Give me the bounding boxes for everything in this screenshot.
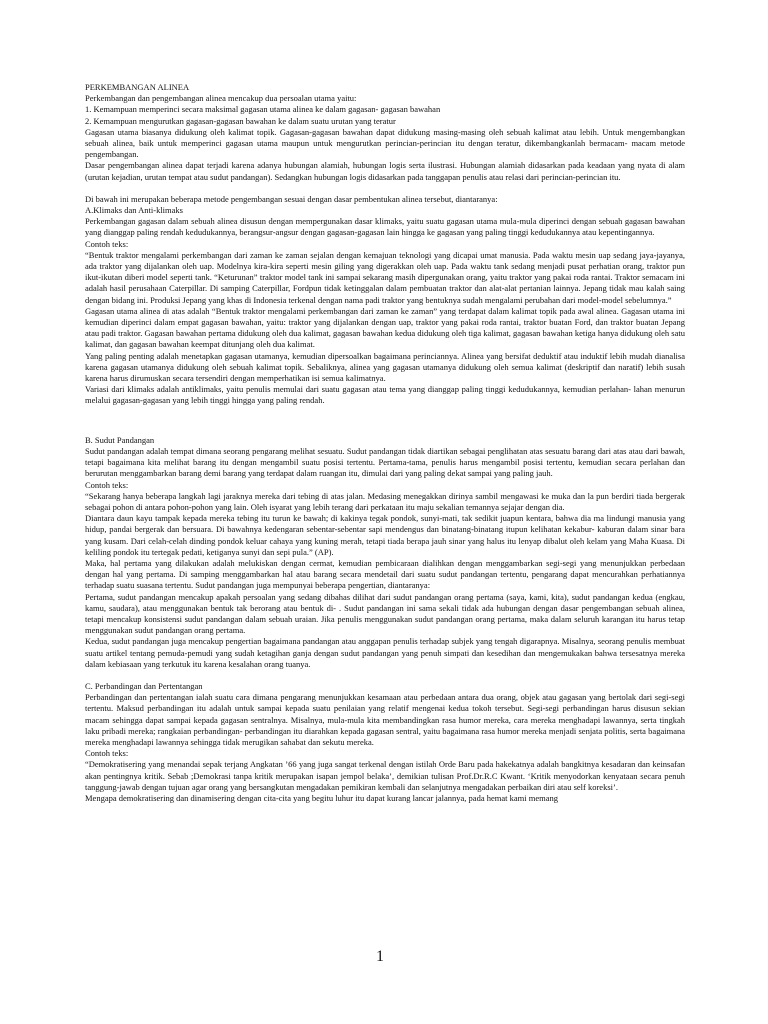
intro-point-2: 2. Kemampuan mengurutkan gagasan-gagasan bawahan ke dalam suatu urutan yang teratur xyxy=(85,115,396,126)
section-c-paragraph: Mengapa demokratisering dan dinamisering dengan cita-cita yang begitu luhur itu dapat kurang lancar jalannya, pada hemat kami memang xyxy=(85,792,558,803)
intro-paragraph: Gagasan utama biasanya didukung oleh kalimat topik. Gagasan-gagasan bawahan dapat didukung masing-masing oleh sebuah kalimat atau lebih. Untuk mengembangkan sebuah alinea, baik untuk memperinci gagasan utama maupun untuk mengurutkan perincian-perincian itu dengan teratur, dikembangkanlah bermacam- macam metode pengembangan. xyxy=(85,126,685,160)
example-text: “Sekarang hanya beberapa langkah lagi jaraknya mereka dari tebing di atas jalan. Medasing menegakkan dirinya sambil mengawasi ke muka dan la pun berdiri tiada bergerak sebagai pohon di antara pohon-pohon yang lain. Oleh isyarat yang lebih terang dari perkataan itu maju sekalian temannya sejajar dengan dia. xyxy=(85,490,685,512)
section-a-paragraph: Gagasan utama alinea di atas adalah “Bentuk traktor mengalami perkembangan dari zaman ke zaman” yang terdapat dalam kalimat topik pada awal alinea. Gagasan utama ini kemudian diperinci dalam empat gagasan bawahan, yaitu: traktor yang dijalankan dengan uap, traktor yang pakai roda rantai, traktor buatan Ford, dan traktor buatan Jepang atau padi traktor. Gagasan bawahan pertama didukung oleh dua kalimat, gagasan bawahan kedua didukung oleh tiga kalimat, gagasan bawahan ketiga hanya didukung oleh satu kalimat, dan gagasan bawahan keempat ditunjang oleh dua kalimat. xyxy=(85,305,685,350)
section-a-heading: A.Klimaks dan Anti-klimaks xyxy=(85,205,183,216)
section-b-paragraph: Maka, hal pertama yang dilakukan adalah melukiskan dengan cermat, kemudian pembicaraan dialihkan dengan menggambarkan segi-segi yang menunjukkan perbedaan dengan hal yang pertama. Di samping menggambarkan hal atau barang secara mendetail dari suatu sudut pandangan tertentu, pengarang dapat mencurahkan perhatiannya terhadap suatu suasana tertentu. Sudut pandangan juga mempunyai beberapa pengertian, diantaranya: xyxy=(85,557,685,591)
section-b-heading: B. Sudut Pandangan xyxy=(85,434,155,445)
section-b-paragraph: Pertama, sudut pandangan mencakup apakah persoalan yang sedang dibahas dilihat dari sudut pandangan orang pertama (saya, kami, kita), sudut pandangan kedua (engkau, kamu, saudara), atau menggunakan bentuk tak berorang atau bentuk di- . Sudut pandangan ini sama sekali tidak ada hubungan dengan dasar pengembangan sebuah alinea, tetapi mencakup konsistensi sudut pandangan dalam sebuah uraian. Jika penulis menggunakan sudut pandangan orang pertama, maka dalam seluruh karangan itu harus tetap menggunakan sudut pandangan orang pertama. xyxy=(85,591,685,636)
section-c-heading: C. Perbandingan dan Pertentangan xyxy=(85,680,203,691)
section-a-paragraph: Yang paling penting adalah menetapkan gagasan utamanya, kemudian dipersoalkan bagaimana perinciannya. Alinea yang bersifat deduktif atau induktif lebih mudah dianalisa karena gagasan utamanya didukung oleh sebuah kalimat topik. Sebaliknya, alinea yang gagasan utamanya didukung oleh semua kalimat (deskriptif dan naratif) lebih susah karena harus dirumuskan secara tersendiri dengan memperhatikan isi semua kalimatnya. xyxy=(85,350,685,384)
intro-paragraph: Dasar pengembangan alinea dapat terjadi karena adanya hubungan alamiah, hubungan logis serta ilustrasi. Hubungan alamiah didasarkan pada keadaan yang nyata di alam (urutan kejadian, urutan tempat atau sudut pandangan). Sedangkan hubungan logis didasarkan pada tanggapan penulis atau relasi dari perincian-perincian itu. xyxy=(85,160,685,182)
section-c-paragraph: Perbandingan dan pertentangan ialah suatu cara dimana pengarang menunjukkan kesamaan atau perbedaan antara dua orang, objek atau gagasan yang bertolak dari segi-segi tertentu. Maksud perbandingan itu adalah untuk sampai kepada suatu penilaian yang relatif mengenai kedua tokoh tersebut. Segi-segi perbandingan harus disusun sekian macam sehingga dapat sampai kepada gagasan sentralnya. Misalnya, mula-mula kita membandingkan rasa humor mereka, cara mereka menghadapi lawannya, serta tingkah laku pribadi mereka; rangkaian perbandingan- perbandingan itu diarahkan kepada gagasan sentral, yaitu bagaimana rasa humor mereka menjadi senjata politis, serta bagaimana mereka menghadapi lawannya sehingga tidak merugikan sahabat dan sekutu mereka. xyxy=(85,692,685,747)
document-page xyxy=(85,82,685,804)
section-b-paragraph: Kedua, sudut pandangan juga mencakup pengertian bagaimana pandangan atau anggapan penulis terhadap subjek yang tengah digarapnya. Misalnya, seorang penulis membuat suatu artikel tentang pemuda-pemudi yang sudah ketagihan ganja dengan sudut pandangan yang penuh simpati dan kesedihan dan mengemukakan bahwa tersesatnya mereka dalam kebiasaan yang terkutuk itu karena kesalahan orang tuanya. xyxy=(85,636,685,669)
example-label: Contoh teks: xyxy=(85,479,129,490)
section-b-paragraph: Sudut pandangan adalah tempat dimana seorang pengarang melihat sesuatu. Sudut pandangan tidak diartikan sebagai penglihatan atas sesuatu barang dari atas atau dari bawah, tetapi bagaimana kita melihat barang itu dengan mengambil suatu posisi tertentu. Pertama-tama, penulis harus mengambil posisi tertentu, kemudian secara perlahan dan berurutan menggambarkan barang demi barang yang terdapat dalam ruangan itu, dimulai dari yang paling dekat sampai yang paling jauh. xyxy=(85,445,685,479)
methods-intro: Di bawah ini merupakan beberapa metode pengembangan sesuai dengan dasar pembentukan alinea tersebut, diantaranya: xyxy=(85,193,498,204)
document-title: PERKEMBANGAN ALINEA xyxy=(85,82,190,92)
example-text: “Bentuk traktor mengalami perkembangan dari zaman ke zaman sejalan dengan kemajuan teknologi yang dicapai umat manusia. Pada waktu mesin uap sedang jaya-jayanya, ada traktor yang dijalankan oleh uap. Modelnya kira-kira seperti mesin giling yang digerakkan oleh uap. Pada waktu tank sedang menjadi pusat perhatian orang, traktor pun ikut-ikutan diberi model seperti tank. “Keturunan” traktor model tank ini sampai sekarang masih dipergunakan orang, yaitu traktor yang pakai roda rantai. Traktor semacam ini adalah hasil perusahaan Caterpillar. Di samping Caterpillar, Fordpun tidak ketinggalan dalam pembuatan traktor dan alat-alat pertanian lainnya. Jepang tidak mau kalah saing dengan bidang ini. Produksi Jepang yang khas di Indonesia terkenal dengan nama padi traktor yang bentuknya sudah mengalami perubahan dari model-model sebelumnya.” xyxy=(85,249,685,305)
example-label: Contoh teks: xyxy=(85,748,129,759)
intro-line: Perkembangan dan pengembangan alinea mencakup dua persoalan utama yaitu: xyxy=(85,93,357,104)
section-a-paragraph: Variasi dari klimaks adalah antiklimaks, yaitu penulis memulai dari suatu gagasan atau tema yang dianggap paling tinggi kedudukannya, kemudian perlahan- lahan menurun melalui gagasan-gagasan yang lebih tinggi hingga yang paling rendah. xyxy=(85,384,685,406)
example-text: Diantara daun kayu tampak kepada mereka tebing itu turun ke bawah; di kakinya tegak pondok, sunyi-mati, tak sedikit juapun kentara, bahwa dia ma lindungi manusia yang hidup, pandai bergerak dan bersuara. Di bawahnya kedengaran sebentar-sebentar sapi mendengus dan binatang-binatang itupun kelihatan kekabur- kaburan dalam sinar bara yang kusam. Dari celah-celah dinding pondok keluar cahaya yang kuning merah, tetapi tiada berapa jauh sinar yang halus itu lenyap dibalut oleh kelam yang Maha Kuasa. Di keliling pondok itu tertegak pedati, ketiganya sunyi dan sepi pula.” (AP). xyxy=(85,513,685,557)
example-label: Contoh teks: xyxy=(85,238,129,249)
example-text: “Demokratisering yang menandai sepak terjang Angkatan ’66 yang juga sangat terkenal dengan istilah Orde Baru pada hakekatnya adalah bangkitnya kesadaran dan keinsafan akan pentingnya kritik. Sebab ;Demokrasi tanpa kritik merupakan isapan jempol belaka’, demikian tulisan Prof.Dr.R.C Kwant. ‘Kritik menyodorkan kenyataan secara penuh tanggung-jawab dengan tujuan agar orang yang bersangkutan mengadakan pemikiran kembali dan selanjutnya mengadakan perbaikan diri atau self koreksi’. xyxy=(85,759,685,792)
intro-point-1: 1. Kemampuan memperinci secara maksimal gagasan utama alinea ke dalam gagasan- gagasan bawahan xyxy=(85,104,441,115)
section-a-paragraph: Perkembangan gagasan dalam sebuah alinea disusun dengan mempergunakan dasar klimaks, yaitu suatu gagasan utama mula-mula diperinci dengan sebuah gagasan bawahan yang dianggap paling rendah kedudukannya, berangsur-angsur dengan gagasan-gagasan lain hingga ke gagasan yang paling tinggi kedudukannya atau kepentingannya. xyxy=(85,216,685,238)
page-number: 1 xyxy=(376,948,384,965)
